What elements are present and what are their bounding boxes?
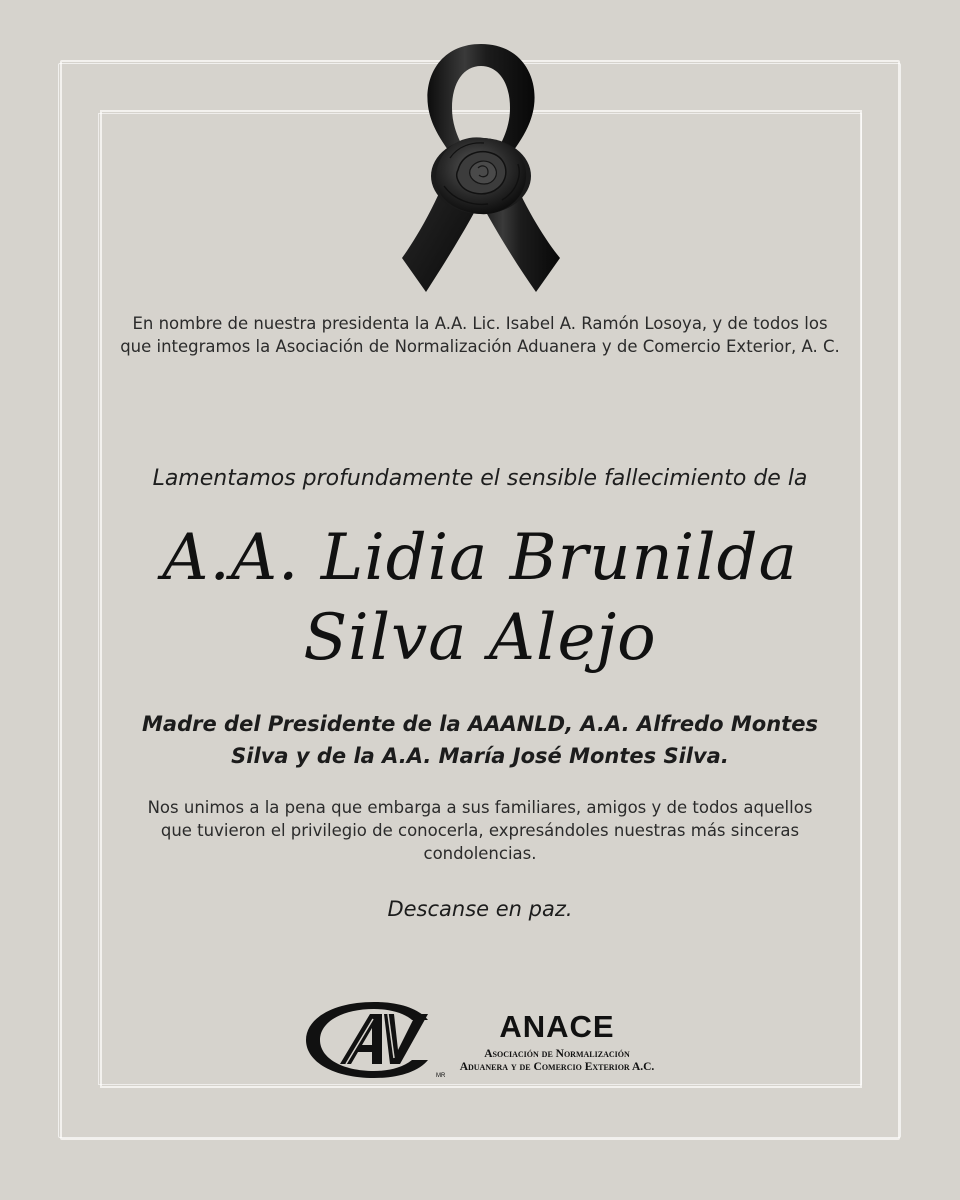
rose-icon — [431, 137, 531, 214]
anace-subtitle-line2: Aduanera y de Comercio Exterior A.C. — [459, 1061, 655, 1073]
av-logo-mark: MR — [436, 1073, 446, 1079]
relation-text — [110, 708, 850, 772]
closing-text: Descanse en paz. — [387, 897, 573, 921]
anace-logo — [444, 1010, 670, 1074]
relation-text-line2: Silva y de la A.A. María José Montes Silva. — [231, 744, 729, 768]
deceased-name-line1: A.A. Lidia Brunilda — [162, 521, 798, 595]
deceased-name-line2: Silva Alejo — [303, 601, 657, 675]
relation-text-line1: Madre del Presidente de la AAANLD, A.A. Alfredo Montes — [142, 712, 818, 736]
av-logo — [300, 1000, 450, 1082]
anace-name: ANACE — [499, 1009, 615, 1044]
lament-text: Lamentamos profundamente el sensible fallecimiento de la — [152, 466, 808, 491]
mourning-ribbon-icon — [396, 36, 566, 292]
intro-text: En nombre de nuestra presidenta la A.A. Lic. Isabel A. Ramón Losoya, y de todos los que integramos la Asociación de Normalización Aduanera y de Comercio Exterior, A. C. — [120, 314, 840, 356]
condolences-text: Nos unimos a la pena que embarga a sus familiares, amigos y de todos aquellos que tuvieron el privilegio de conocerla, expresándoles nuestras más sinceras condolencias. — [147, 798, 813, 863]
anace-subtitle-line1: Asociación de Normalización — [484, 1048, 630, 1060]
deceased-name — [100, 518, 860, 678]
